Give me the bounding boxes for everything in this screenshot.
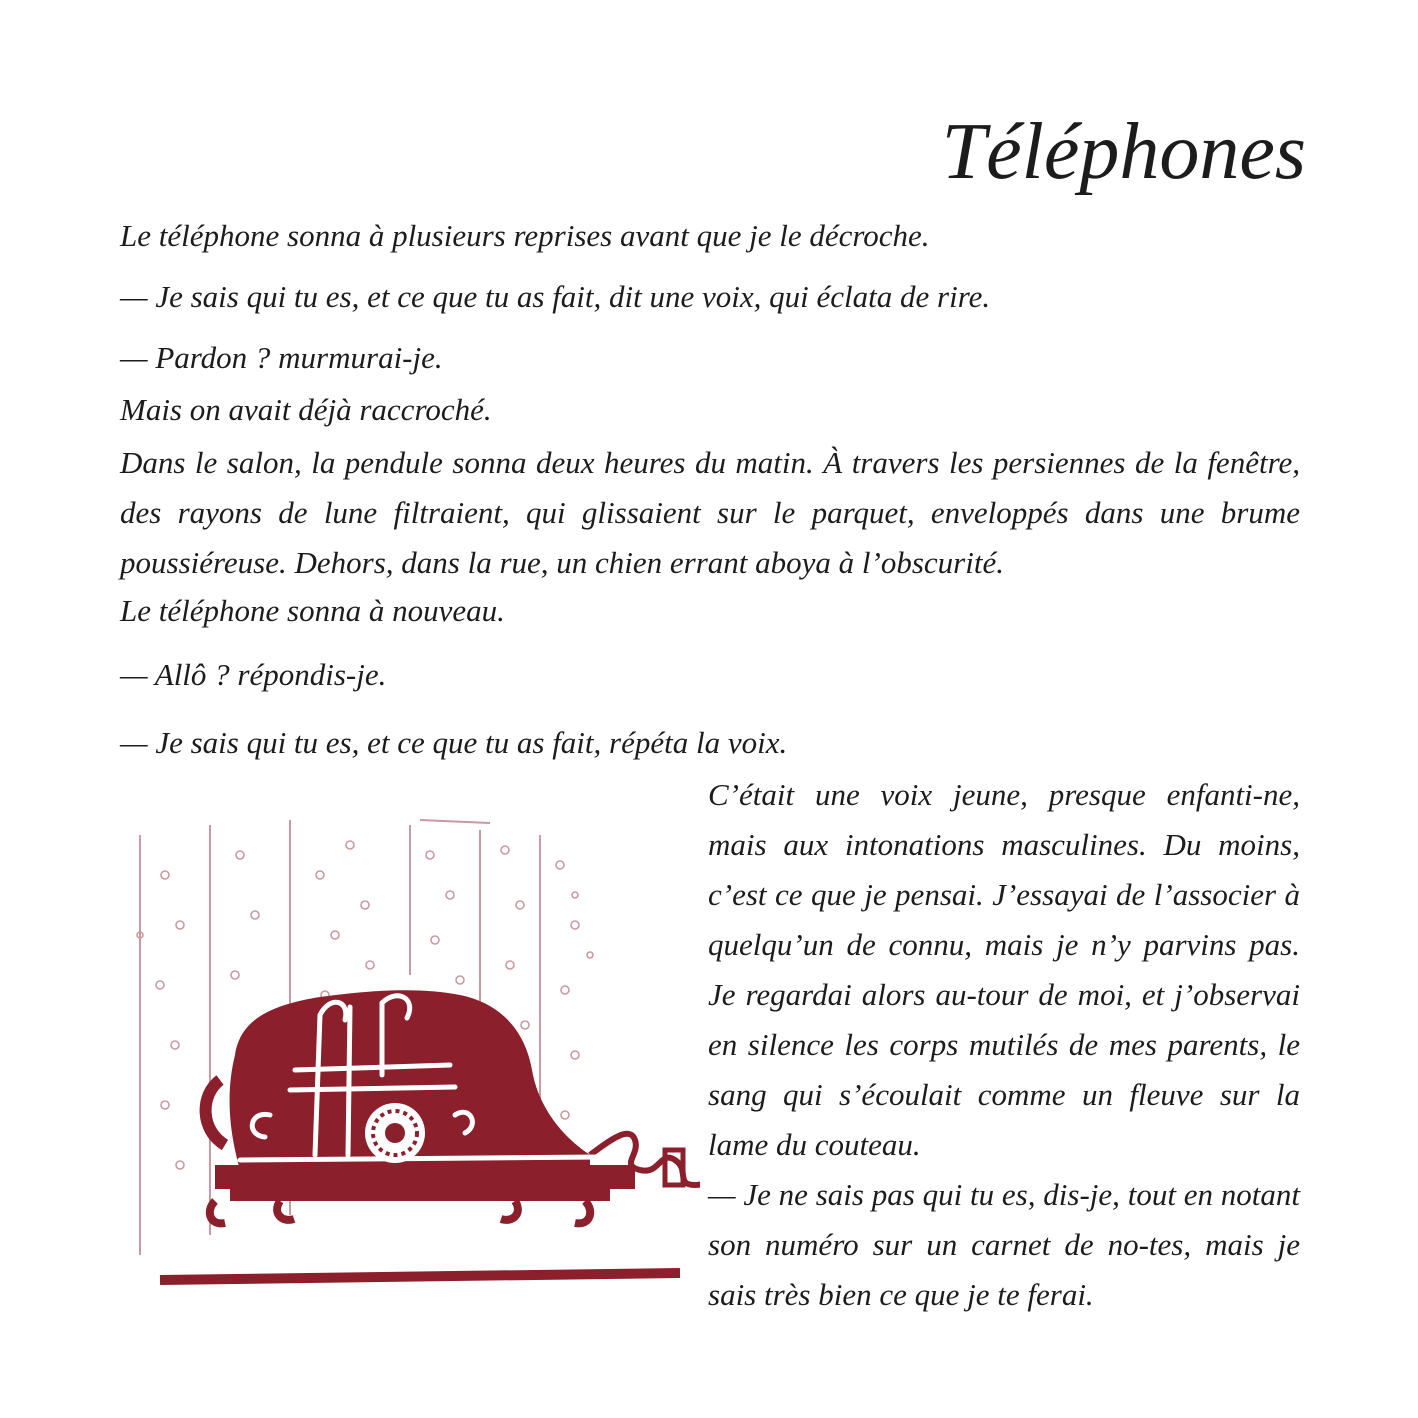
telephone-illustration	[120, 815, 700, 1295]
line-7: — Je sais qui tu es, et ce que tu as fait, répéta la voix.	[120, 725, 788, 760]
telephone	[160, 990, 700, 1280]
line-6: — Allô ? répondis-je.	[120, 657, 387, 692]
page-title: Téléphones	[941, 108, 1306, 196]
line-5: Le téléphone sonna à nouveau.	[120, 593, 505, 628]
line-3: — Pardon ? murmurai-je.	[120, 340, 443, 375]
column-paragraph-2: — Je ne sais pas qui tu es, dis-je, tout en notant son numéro sur un carnet de no-tes, mais je sais très bien ce que je te ferai.	[708, 1177, 1300, 1312]
line-2: — Je sais qui tu es, et ce que tu as fait, dit une voix, qui éclata de rire.	[120, 279, 991, 314]
salon-paragraph: Dans le salon, la pendule sonna deux heures du matin. À travers les persiennes de la fenêtre, des rayons de lune filtraient, qui glissaient sur le parquet, enveloppés dans une brume poussiéreuse. Dehors, dans la rue, un chien errant aboya à l’obscurité.	[120, 445, 1300, 580]
rotary-dial	[365, 1103, 425, 1163]
text-column	[708, 770, 1300, 1320]
line-1: Le téléphone sonna à plusieurs reprises avant que je le décroche.	[120, 218, 930, 253]
column-paragraph-1: C’était une voix jeune, presque enfanti-ne, mais aux intonations masculines. Du moins, c’est ce que je pensai. J’essayai de l’associer à quelqu’un de connu, mais je n’y parvins pas. Je regardai alors au-tour de moi, et j’observai en silence les corps mutilés de mes parents, le sang qui s’écoulait comme un fleuve sur la lame du couteau.	[708, 777, 1300, 1162]
line-4: Mais on avait déjà raccroché.	[120, 392, 492, 427]
